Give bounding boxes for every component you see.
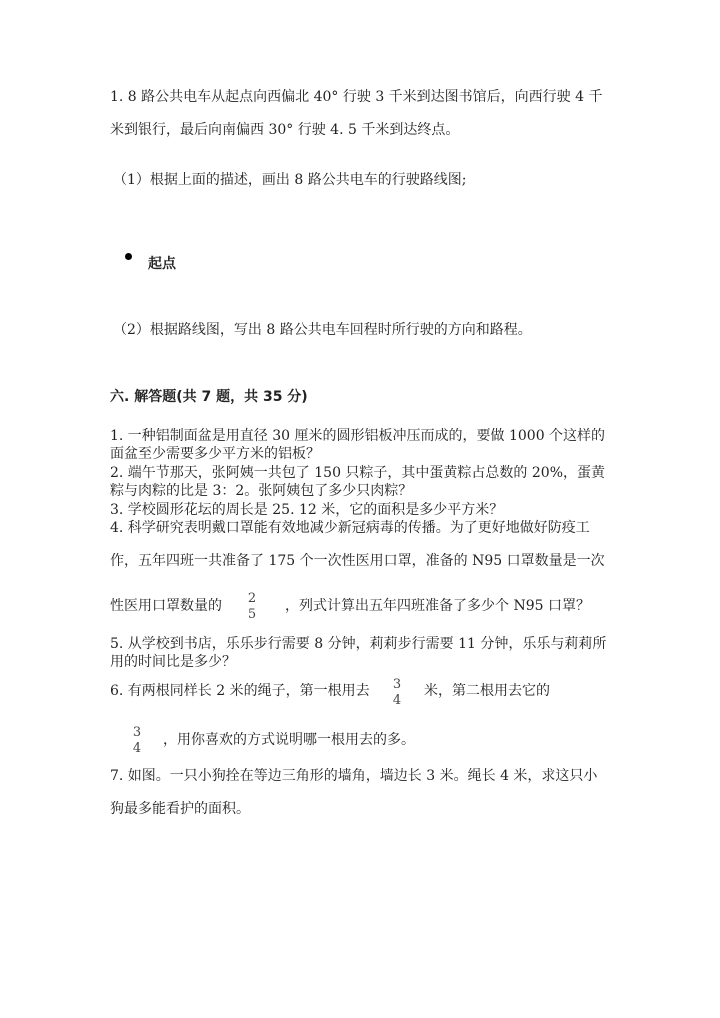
question-text: 粽与肉粽的比是 3：2。张阿姨包了多少只肉粽？ [110,483,413,499]
question-text: 6. 有两根同样长 2 米的绳子，第一根用去 [110,683,370,699]
denominator: 4 [392,693,402,708]
numerator: 2 [247,591,257,606]
question-text: 1. 一种铝制面盆是用直径 30 厘米的圆形铝板冲压而成的，要做 1000 个这样的 [110,428,606,444]
question-text: 作，五年四班一共准备了 175 个一次性医用口罩，准备的 N95 口罩数量是一次 [110,553,605,569]
question-text: 3. 学校圆形花坛的周长是 25. 12 米，它的面积是多少平方米？ [110,502,504,518]
fraction [389,677,405,709]
question-text: 4. 科学研究表明戴口罩能有效地减少新冠病毒的传播。为了更好地做好防疫工 [110,520,590,536]
denominator: 5 [247,607,257,622]
fraction [244,591,260,623]
denominator: 4 [132,741,142,756]
section-heading: 六. 解答题(共 7 题，共 35 分) [110,389,308,405]
start-point-dot [125,253,132,260]
question-text: ，用你喜欢的方式说明哪一根用去的多。 [163,732,415,748]
question-text: 用的时间比是多少？ [110,654,236,670]
problem-text: 米到银行，最后向南偏西 30° 行驶 4. 5 千米到达终点。 [110,122,460,138]
question-text: 7. 如图。一只小狗拴在等边三角形的墙角，墙边长 3 米。绳长 4 米，求这只小 [110,768,598,784]
numerator: 3 [132,725,142,740]
sub-question: （2）根据路线图，写出 8 路公共电车回程时所行驶的方向和路程。 [113,322,532,338]
start-label: 起点 [148,256,176,272]
question-text: 性医用口罩数量的 [110,598,222,614]
sub-question: （1）根据上面的描述，画出 8 路公共电车的行驶路线图; [113,172,467,188]
numerator: 3 [392,677,402,692]
question-text: 狗最多能看护的面积。 [110,801,250,817]
question-text: 面盆至少需要多少平方米的铝板？ [110,446,320,462]
problem-text: 1. 8 路公共电车从起点向西偏北 40° 行驶 3 千米到达图书馆后，向西行驶 4 千 [110,89,603,105]
fraction [129,725,145,757]
question-text: 2. 端午节那天，张阿姨一共包了 150 只粽子，其中蛋黄粽占总数的 20%，蛋黄 [110,465,605,481]
question-text: 5. 从学校到书店，乐乐步行需要 8 分钟，莉莉步行需要 11 分钟，乐乐与莉莉所 [110,636,607,652]
question-text: 米，第二根用去它的 [424,683,550,699]
question-text: ，列式计算出五年四班准备了多少个 N95 口罩？ [285,598,590,614]
